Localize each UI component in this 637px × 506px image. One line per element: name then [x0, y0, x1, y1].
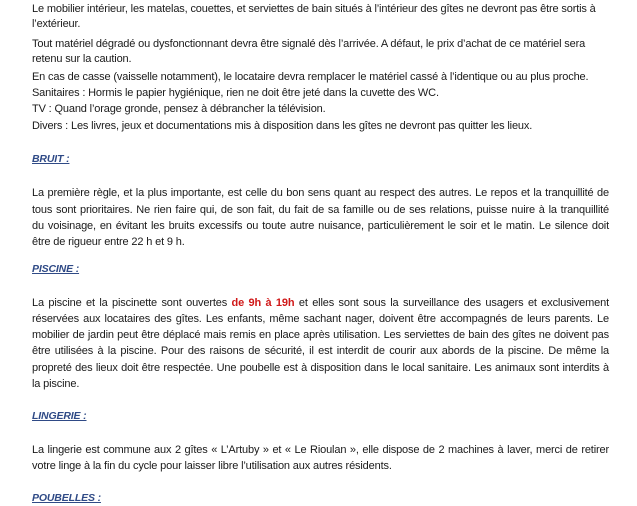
piscine-paragraph-line-6: la piscine. [32, 378, 80, 390]
bruit-paragraph-line-4: être de rigueur entre 22 h et 9 h. [32, 236, 185, 248]
rule-damaged-line-1: Tout matériel dégradé ou dysfonctionnant devra être signalé dès l’arrivée. A défaut, le prix d’achat de ce matériel sera [32, 38, 586, 50]
section-heading-poubelles: POUBELLES : [32, 492, 101, 504]
piscine-paragraph-line-5: propreté des lieux doit être respectée. Une poubelle est à disposition dans le local sanitaire. Les animaux sont interdits à [32, 362, 609, 374]
lingerie-paragraph-line-2: votre linge à la fin du cycle pour laisser libre l’utilisation aux autres résidents. [32, 460, 392, 472]
rule-breakage: En cas de casse (vaisselle notamment), le locataire devra remplacer le matériel cassé à l’identique ou au plus proche. [32, 71, 589, 83]
bruit-paragraph-line-1: La première règle, et la plus importante, est celle du bon sens quant au respect des autres. Le repos et la tranquillité de [32, 187, 609, 199]
bruit-paragraph-line-3: du voisinage, en évitant les bruits excessifs ou toute autre nuisance, particulièrement le soir et le matin. Le silence doit [32, 220, 609, 232]
section-heading-piscine: PISCINE : [32, 263, 80, 275]
section-heading-lingerie: LINGERIE : [32, 410, 87, 422]
rule-furniture-line-2: l’extérieur. [32, 18, 81, 30]
piscine-text-before-hours: La piscine et la piscinette sont ouvertes [32, 297, 232, 309]
rule-divers: Divers : Les livres, jeux et documentations mis à disposition dans les gîtes ne devront pas quitter les lieux. [32, 120, 533, 132]
piscine-paragraph-line-1 [32, 296, 609, 311]
piscine-opening-hours: de 9h à 19h [231, 297, 295, 309]
rule-damaged-line-2: retenu sur la caution. [32, 53, 132, 65]
section-heading-bruit: BRUIT : [32, 153, 70, 165]
piscine-text-after-hours: et elles sont sous la surveillance des usagers et exclusivement [294, 297, 610, 309]
piscine-paragraph-line-2: réservées aux locataires des gîtes. Les enfants, même sachant nager, doivent être accompagnés de leurs parents. Le [32, 313, 609, 325]
piscine-paragraph-line-3: mobilier de jardin peut être déplacé mais remis en place après utilisation. Les serviettes de bain des gîtes ne doivent pas [32, 329, 609, 341]
lingerie-paragraph-line-1: La lingerie est commune aux 2 gîtes « L’Artuby » et « Le Rioulan », elle dispose de 2 machines à laver, merci de retirer [32, 444, 609, 456]
bruit-paragraph-line-2: tous sont prioritaires. Ne rien faire qui, de son fait, du fait de sa famille ou de ses relations, puisse nuire à la tranquillité [32, 204, 609, 216]
rule-tv: TV : Quand l’orage gronde, pensez à débrancher la télévision. [32, 103, 326, 115]
piscine-paragraph-line-4: être utilisées à la piscine. Pour des raisons de sécurité, il est interdit de courir aux abords de la piscine. De même la [32, 345, 609, 357]
rule-furniture-line-1: Le mobilier intérieur, les matelas, couettes, et serviettes de bain situés à l’intérieur des gîtes ne devront pas être sortis à [32, 3, 596, 15]
rule-sanitaires: Sanitaires : Hormis le papier hygiénique, rien ne doit être jeté dans la cuvette des WC. [32, 87, 439, 99]
